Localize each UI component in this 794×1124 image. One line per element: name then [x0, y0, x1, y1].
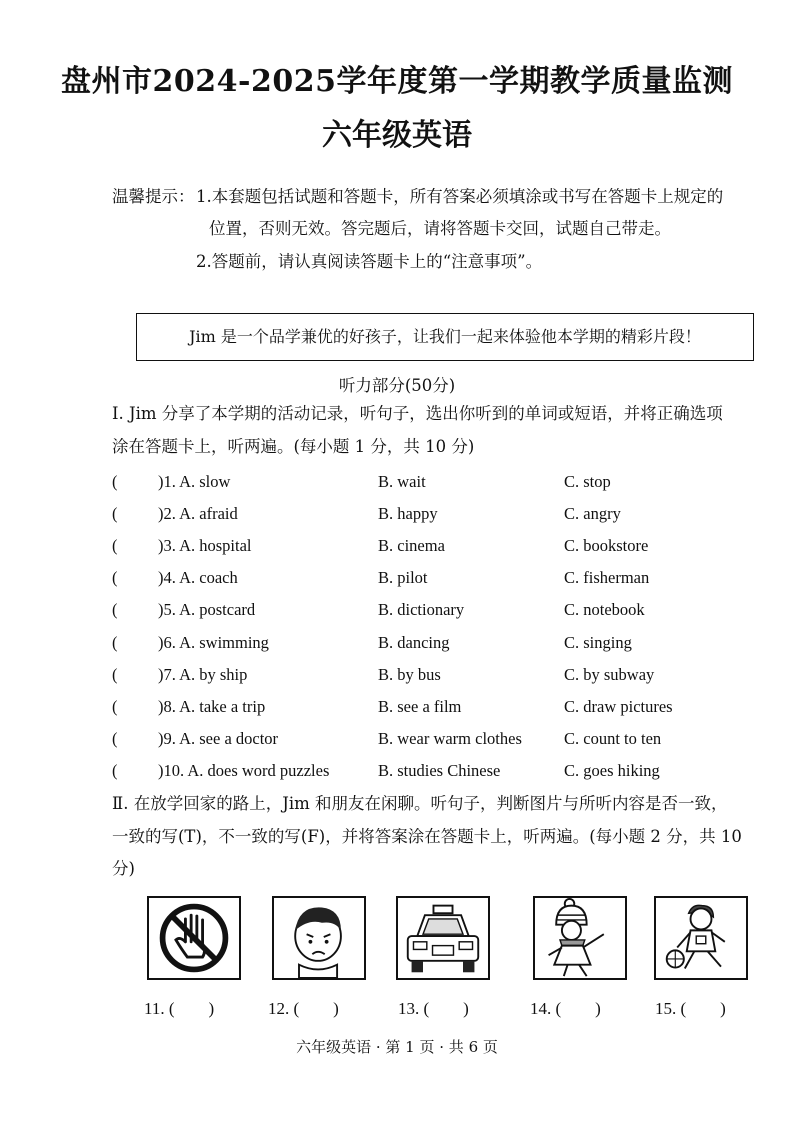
option-b: B. wait	[378, 472, 426, 491]
exam-subtitle: 六年级英语	[322, 118, 472, 153]
boy-playing-basketball-icon	[656, 898, 746, 978]
option-b: B. see a film	[378, 696, 462, 716]
answer-paren: (	[112, 600, 118, 620]
tips-line-1b: 位置，否则无效。答完题后，请将答题卡交回，试题自己带走。	[209, 219, 671, 238]
option-c: C. bookstore	[564, 536, 649, 556]
option-a: )4. A. coach	[158, 568, 238, 588]
option-b: B. cinema	[378, 536, 445, 556]
question-row	[112, 568, 792, 600]
answer-paren: (	[112, 760, 118, 780]
option-c: C. draw pictures	[564, 696, 673, 716]
option-b: B. studies Chinese	[378, 760, 501, 780]
answer-paren: (	[112, 664, 118, 684]
option-a: )1. A. slow	[158, 472, 231, 491]
option-b: B. pilot	[378, 568, 428, 588]
answer-paren: (	[112, 536, 118, 556]
boy-basketball-picture	[654, 896, 748, 980]
question-row	[112, 633, 792, 665]
option-a: )9. A. see a doctor	[158, 728, 279, 748]
option-a: )6. A. swimming	[158, 632, 269, 652]
answer-blank[interactable]: 12. ( )	[268, 999, 339, 1018]
tips-line-1: 1.本套题包括试题和答题卡，所有答案必须填涂或书写在答题卡上规定的	[196, 187, 724, 206]
taxi-icon	[398, 898, 488, 978]
option-b: B. happy	[378, 504, 438, 524]
intro-box-text: Jim 是一个品学兼优的好孩子，让我们一起来体验他本学期的精彩片段！	[189, 327, 701, 346]
option-a: )5. A. postcard	[158, 600, 256, 620]
option-c: C. goes hiking	[564, 760, 660, 780]
exam-title: 盘州市2024-2025学年度第一学期教学质量监测	[61, 64, 733, 99]
tips-label: 温馨提示：	[112, 187, 195, 206]
option-a: )10. A. does word puzzles	[158, 760, 330, 780]
option-a: )3. A. hospital	[158, 536, 252, 556]
option-b: B. by bus	[378, 664, 441, 684]
option-c: C. stop	[564, 472, 611, 491]
answer-paren: (	[112, 472, 118, 491]
option-a: )2. A. afraid	[158, 504, 238, 524]
option-b: B. dictionary	[378, 600, 465, 620]
section2-instruction-2: 一致的写(T)，不一致的写(F)，并将答案涂在答题卡上，听两遍。(每小题 2 分，共 10	[112, 827, 742, 846]
option-b: B. dancing	[378, 632, 450, 652]
answer-blank[interactable]: 15. ( )	[655, 999, 726, 1018]
question-row	[112, 665, 792, 697]
answer-paren: (	[112, 568, 118, 588]
question-row	[112, 729, 792, 761]
question-row	[112, 536, 792, 568]
answer-paren: (	[112, 728, 118, 748]
question-row	[112, 697, 792, 729]
section1-instruction-2: 涂在答题卡上，听两遍。(每小题 1 分，共 10 分)	[112, 437, 475, 456]
option-c: C. notebook	[564, 600, 645, 620]
girl-in-winter-clothes-icon	[535, 898, 625, 978]
tips-line-2: 2.答题前，请认真阅读答题卡上的“注意事项”。	[196, 252, 543, 271]
listening-header: 听力部分(50分)	[338, 376, 456, 395]
worried-boy-picture	[272, 896, 366, 980]
option-c: C. singing	[564, 632, 632, 652]
option-c: C. by subway	[564, 664, 655, 684]
answer-blank[interactable]: 11. ( )	[144, 999, 215, 1018]
option-c: C. fisherman	[564, 568, 650, 588]
option-b: B. wear warm clothes	[378, 728, 522, 748]
option-c: C. count to ten	[564, 728, 662, 748]
option-a: )8. A. take a trip	[158, 696, 266, 716]
no-entry-sign-icon	[149, 898, 239, 978]
section2-instruction-3: 分)	[112, 859, 135, 878]
no-entry-sign-picture	[147, 896, 241, 980]
section1-instruction-1: Ⅰ. Jim 分享了本学期的活动记录，听句子，选出你听到的单词或短语，并将正确选项	[112, 404, 723, 423]
answer-paren: (	[112, 632, 118, 652]
worried-boy-icon	[274, 898, 364, 978]
question-row	[112, 504, 792, 536]
answer-blank[interactable]: 14. ( )	[530, 999, 601, 1018]
page-footer: 六年级英语 · 第 1 页 · 共 6 页	[296, 1038, 498, 1056]
option-a: )7. A. by ship	[158, 664, 248, 684]
taxi-picture	[396, 896, 490, 980]
answer-paren: (	[112, 504, 118, 524]
option-c: C. angry	[564, 504, 621, 524]
answer-blank[interactable]: 13. ( )	[398, 999, 469, 1018]
question-row	[112, 600, 792, 632]
girl-winter-picture	[533, 896, 627, 980]
section2-instruction-1: Ⅱ. 在放学回家的路上，Jim 和朋友在闲聊。听句子，判断图片与所听内容是否一致，	[112, 794, 728, 813]
intro-box	[136, 313, 754, 361]
question-row	[112, 472, 792, 504]
answer-paren: (	[112, 696, 118, 716]
